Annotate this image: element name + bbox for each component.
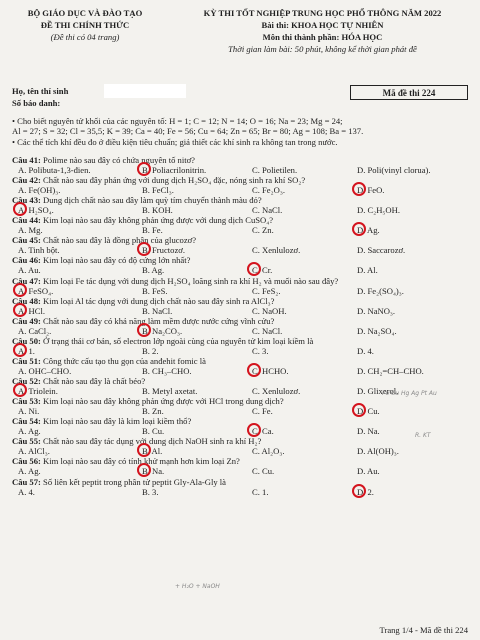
question xyxy=(12,235,474,255)
question xyxy=(12,477,474,497)
answer-option: A. AlCl₃. xyxy=(18,446,50,457)
question-list xyxy=(12,155,474,497)
question-stem xyxy=(12,477,474,487)
question xyxy=(12,175,474,195)
question-stem xyxy=(12,215,474,225)
question-text: Kim loại Fe tác dụng với dung dịch H₂SO₄ loãng sinh ra khí H₂ và muối nào sau đây? xyxy=(43,275,339,286)
question-stem xyxy=(12,356,474,366)
answer-option-circled: B. Fructozơ. xyxy=(142,245,185,256)
answer-option: B. Zn. xyxy=(142,406,164,417)
answer-option: D. Na₂SO₄. xyxy=(357,325,397,336)
answer-option: C. Polietilen. xyxy=(252,165,298,175)
question-stem xyxy=(12,316,474,326)
answer-option: C. 1. xyxy=(252,486,269,497)
answer-options xyxy=(12,346,474,356)
answer-option: D. Au. xyxy=(357,466,380,477)
answer-option: B. Metyl axetat. xyxy=(142,386,198,397)
question-text: Chất nào sau đây tác dụng với dung dịch NaOH sinh ra khí H₂? xyxy=(43,436,262,447)
answer-options xyxy=(12,306,474,316)
question xyxy=(12,356,474,376)
question-stem xyxy=(12,155,474,165)
answer-option: A. Tinh bột. xyxy=(18,245,60,256)
question-stem xyxy=(12,376,474,386)
answer-option: B. Fe. xyxy=(142,225,163,236)
answer-option: C. Fe. xyxy=(252,406,273,417)
question-text: Dung dịch chất nào sau đây làm quỳ tím chuyển thành màu đỏ? xyxy=(43,195,262,206)
question-text: Kim loại nào sau đây có độ cứng lớn nhất? xyxy=(43,255,191,266)
answer-option: D. Fe₂(SO₄)₃. xyxy=(357,285,404,296)
redacted-name-area xyxy=(104,84,186,98)
exam-subject: Bài thi: KHOA HỌC TỰ NHIÊN xyxy=(261,20,384,30)
question xyxy=(12,456,474,476)
question-text: Chất nào sau đây phản ứng với dung dịch H₂SO₄ đặc, nóng sinh ra khí SO₂? xyxy=(43,175,306,186)
answer-options xyxy=(12,446,474,456)
note-line: • Cho biết nguyên tử khối của các nguyên tố: H = 1; C = 12; N = 14; O = 16; Na = 23; Mg = 24; xyxy=(12,116,343,126)
answer-option-circled: C. Ca. xyxy=(252,426,274,437)
answer-options xyxy=(12,426,474,436)
answer-option-circled: A. FeSO₄. xyxy=(18,285,54,296)
exam-code-box: Mã đề thi 224 xyxy=(350,85,468,100)
question-text: Số liên kết peptit trong phân tử peptit Gly-Ala-Gly là xyxy=(43,476,226,487)
candidate-name-label: Họ, tên thí sinh xyxy=(12,86,69,96)
question-text: Polime nào sau đây có chứa nguyên tố nitơ? xyxy=(43,155,195,165)
question xyxy=(12,396,474,416)
answer-option-circled: D. Cu. xyxy=(357,406,380,417)
answer-option: C. Al₂O₃. xyxy=(252,446,285,457)
answer-option: A. Ag. xyxy=(18,426,41,437)
ministry-name: BỘ GIÁO DỤC VÀ ĐÀO TẠO xyxy=(27,8,143,18)
question-text: Kim loại nào sau đây là kim loại kiềm thổ? xyxy=(43,416,192,427)
answer-option: D. Poli(vinyl clorua). xyxy=(357,165,431,175)
question-stem xyxy=(12,456,474,466)
question-stem xyxy=(12,436,474,446)
question-number: Câu 50: xyxy=(12,335,41,346)
answer-option: B. KOH. xyxy=(142,205,173,216)
question-stem xyxy=(12,235,474,245)
question-text: Chất nào sau đây là đồng phân của glucozơ? xyxy=(43,235,197,246)
question-number: Câu 41: xyxy=(12,155,41,165)
answer-options xyxy=(12,225,474,235)
question-text: Chất nào sau đây là chất béo? xyxy=(43,376,146,387)
page-footer: Trang 1/4 - Mã đề thi 224 xyxy=(379,625,468,635)
question-stem xyxy=(12,336,474,346)
answer-option: C. Xenlulozơ. xyxy=(252,245,301,256)
answer-option: C. Zn. xyxy=(252,225,274,236)
official-exam-label: ĐỀ THI CHÍNH THỨC xyxy=(40,20,130,30)
answer-option-circled: C. HCHO. xyxy=(252,365,289,376)
answer-options xyxy=(12,487,474,497)
answer-option: C. NaCl. xyxy=(252,205,283,216)
question-stem xyxy=(12,255,474,265)
question-number: Câu 44: xyxy=(12,215,41,226)
answer-options xyxy=(12,245,474,255)
answer-options xyxy=(12,326,474,336)
answer-option: D. Glixerol. xyxy=(357,386,399,397)
answer-options xyxy=(12,366,474,376)
note-line: Al = 27; S = 32; Cl = 35,5; K = 39; Ca = 40; Fe = 56; Cu = 64; Zn = 65; Br = 80; Ag = 108; Ba = 137. xyxy=(12,126,364,137)
question xyxy=(12,195,474,215)
question-stem xyxy=(12,296,474,306)
answer-option-circled: A. HCl. xyxy=(18,305,45,316)
answer-option: D. 4. xyxy=(357,345,374,356)
answer-option: D. Na. xyxy=(357,426,380,437)
question xyxy=(12,416,474,436)
answer-option: D. NaNO₃. xyxy=(357,305,396,316)
exam-notes xyxy=(12,116,472,147)
answer-option: A. CaCl₂. xyxy=(18,325,52,336)
question xyxy=(12,215,474,235)
question xyxy=(12,255,474,275)
exam-duration: Thời gian làm bài: 50 phút, không kể thời gian phát đề xyxy=(228,44,417,54)
answer-option-circled: B. Poliacrilonitrin. xyxy=(142,165,207,175)
question xyxy=(12,276,474,296)
answer-options xyxy=(12,265,474,275)
answer-option: A. 4. xyxy=(18,486,35,497)
question-number: Câu 47: xyxy=(12,275,41,286)
question-text: Chất nào sau đây có khả năng làm mềm được nước cứng vĩnh cửu? xyxy=(43,315,275,326)
answer-option-circled: A. 1. xyxy=(18,345,35,356)
question-number: Câu 55: xyxy=(12,436,41,447)
answer-option: C. FeS₂. xyxy=(252,285,281,296)
question-stem xyxy=(12,416,474,426)
answer-option-circled: D. Ag. xyxy=(357,225,380,236)
question-text: Công thức cấu tạo thu gọn của anđehit fomic là xyxy=(43,355,206,366)
answer-option-circled: C. Cr. xyxy=(252,265,273,276)
answer-option: B. Cu. xyxy=(142,426,165,437)
answer-option: D. Al. xyxy=(357,265,378,276)
answer-options xyxy=(12,165,474,175)
question-number: Câu 53: xyxy=(12,396,41,407)
answer-option-circled: A. Triolein. xyxy=(18,386,58,397)
answer-option: C. Fe₂O₃. xyxy=(252,185,285,196)
question-number: Câu 54: xyxy=(12,416,41,427)
question-number: Câu 45: xyxy=(12,235,41,246)
question-number: Câu 48: xyxy=(12,295,41,306)
question-number: Câu 51: xyxy=(12,355,41,366)
question-stem xyxy=(12,396,474,406)
answer-options xyxy=(12,406,474,416)
answer-option: B. FeS. xyxy=(142,285,168,296)
answer-option-circled: B. Na. xyxy=(142,466,165,477)
page-count: (Đề thi có 04 trang) xyxy=(50,32,120,42)
answer-option: A. Mg. xyxy=(18,225,43,236)
question-text: Kim loại nào sau đây có tính khử mạnh hơn kim loại Zn? xyxy=(43,456,240,467)
exam-title: KỲ THI TỐT NGHIỆP TRUNG HỌC PHỔ THÔNG NĂM 2022 xyxy=(203,8,442,18)
candidate-id-label: Số báo danh: xyxy=(12,98,61,108)
question-text: Kim loại Al tác dụng với dung dịch chất nào sau đây sinh ra AlCl₃? xyxy=(43,295,275,306)
answer-option: C. 3. xyxy=(252,345,269,356)
question xyxy=(12,296,474,316)
note-line: • Các thể tích khí đều đo ở điều kiện tiêu chuẩn; giả thiết các khí sinh ra không tan trong nước. xyxy=(12,136,338,147)
question-text: Kim loại nào sau đây không phản ứng được với HCl trong dung dịch? xyxy=(43,396,284,407)
answer-option: B. CH₃–CHO. xyxy=(142,365,192,376)
answer-option: B. FeCl₃. xyxy=(142,185,174,196)
answer-option-circled: B. Na₂CO₃. xyxy=(142,325,183,336)
question-number: Câu 56: xyxy=(12,456,41,467)
answer-option: C. NaOH. xyxy=(252,305,287,316)
answer-option: A. Polibuta-1,3-đien. xyxy=(18,165,91,175)
question-stem xyxy=(12,276,474,286)
answer-option: D. C₂H₅OH. xyxy=(357,205,400,216)
answer-option: A. OHC–CHO. xyxy=(18,365,72,376)
question-number: Câu 52: xyxy=(12,376,41,387)
answer-option-circled: B. Al. xyxy=(142,446,163,457)
answer-option: B. NaCl. xyxy=(142,305,173,316)
answer-option: D. Saccarozơ. xyxy=(357,245,406,256)
answer-options xyxy=(12,286,474,296)
answer-option: C. Xenlulozơ. xyxy=(252,386,301,397)
question-number: Câu 42: xyxy=(12,175,41,186)
question-number: Câu 49: xyxy=(12,315,41,326)
question-number: Câu 57: xyxy=(12,476,41,487)
answer-option: B. 3. xyxy=(142,486,159,497)
answer-option: C. NaCl. xyxy=(252,325,283,336)
question xyxy=(12,336,474,356)
handwritten-note: Fe Cu Hg Ag Pt Au xyxy=(382,390,437,397)
answer-options xyxy=(12,185,474,195)
answer-option: D. Al(OH)₃. xyxy=(357,446,399,457)
answer-options xyxy=(12,466,474,476)
answer-option: A. Au. xyxy=(18,265,41,276)
handwritten-note: R. KT xyxy=(415,432,431,439)
answer-option: A. Ni. xyxy=(18,406,40,417)
answer-option: D. CH₂=CH–CHO. xyxy=(357,365,424,376)
question-text: Ở trạng thái cơ bản, số electron lớp ngoài cùng của nguyên tử kim loại kiềm là xyxy=(43,335,314,346)
answer-option-circled: A. H₂SO₄. xyxy=(18,205,54,216)
exam-component: Môn thi thành phần: HÓA HỌC xyxy=(262,32,383,42)
question xyxy=(12,155,474,175)
answer-options xyxy=(12,205,474,215)
answer-option-circled: D. FeO. xyxy=(357,185,385,196)
answer-option: C. Cu. xyxy=(252,466,275,477)
question-number: Câu 43: xyxy=(12,195,41,206)
answer-option: B. Ag. xyxy=(142,265,165,276)
answer-option-circled: D. 2. xyxy=(357,486,374,497)
answer-option: B. 2. xyxy=(142,345,159,356)
question xyxy=(12,436,474,456)
handwritten-note: + H₂O + NaOH xyxy=(175,583,220,590)
question-stem xyxy=(12,175,474,185)
question xyxy=(12,316,474,336)
question-number: Câu 46: xyxy=(12,255,41,266)
answer-option: A. Fe(OH)₃. xyxy=(18,185,61,196)
question-text: Kim loại nào sau đây không phản ứng được với dung dịch CuSO₄? xyxy=(43,215,274,226)
answer-option: A. Ag. xyxy=(18,466,41,477)
question-stem xyxy=(12,195,474,205)
